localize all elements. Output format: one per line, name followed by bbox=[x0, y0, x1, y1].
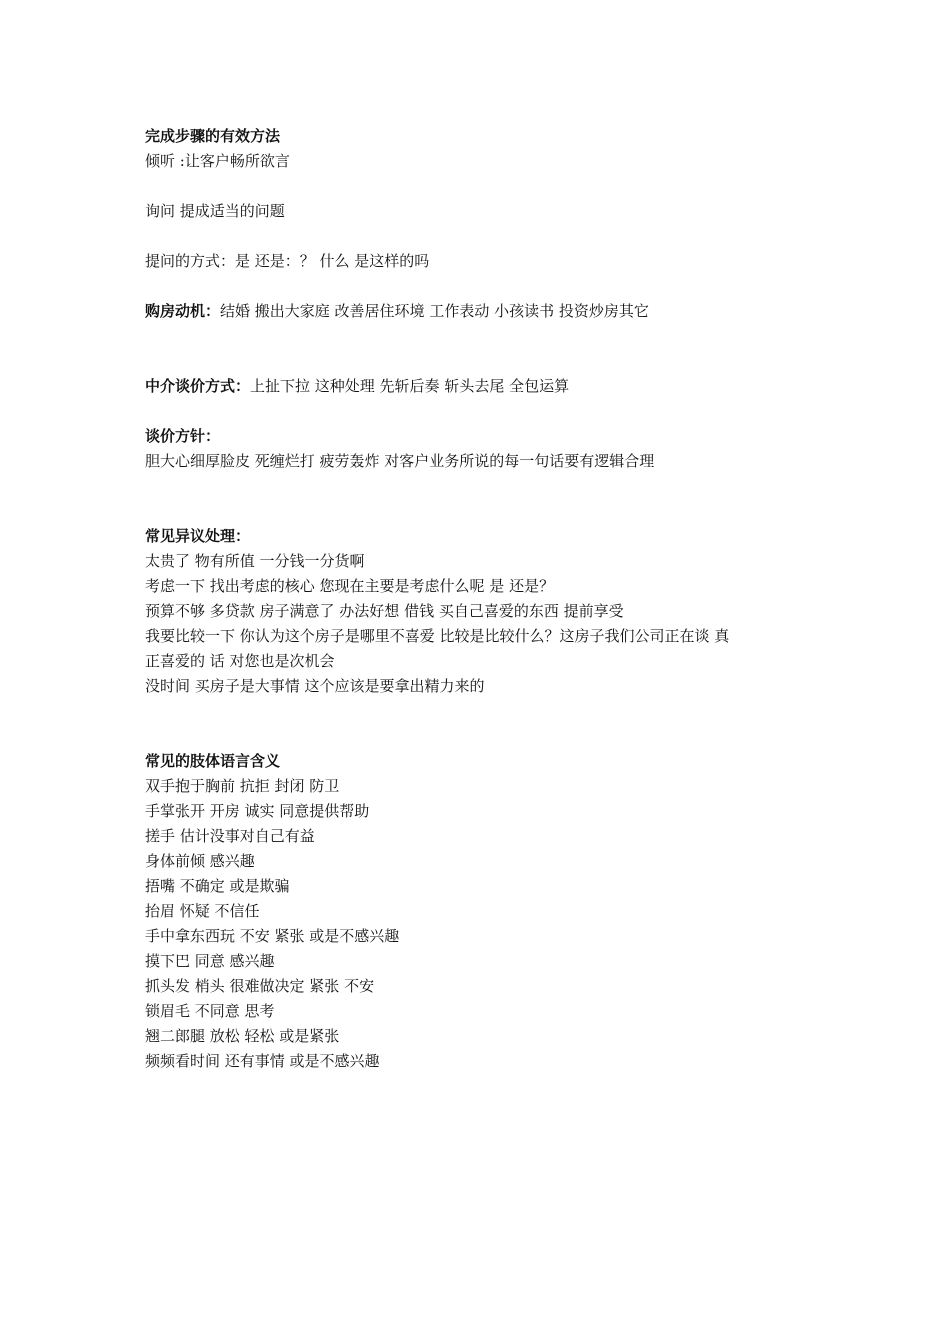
section-heading-bargain-policy: 谈价方针： bbox=[145, 427, 221, 445]
text-line: 倾听 :让客户畅所欲言 bbox=[145, 152, 290, 170]
text-line: 抬眉 怀疑 不信任 bbox=[145, 902, 260, 920]
text-line: 询问 提成适当的问题 bbox=[145, 202, 285, 220]
section-heading-objections: 常见异议处理： bbox=[145, 527, 251, 545]
text-line: 考虑一下 找出考虑的核心 您现在主要是考虑什么呢 是 还是？ bbox=[145, 577, 555, 595]
text-line: 双手抱于胸前 抗拒 封闭 防卫 bbox=[145, 777, 340, 795]
blank-line bbox=[145, 724, 825, 749]
text-line: 手掌张开 开房 诚实 同意提供帮助 bbox=[145, 802, 370, 820]
text-line: 胆大心细厚脸皮 死缠烂打 疲劳轰炸 对客户业务所说的每一句话要有逻辑合理 bbox=[145, 452, 655, 470]
purchase-motive-label: 购房动机： bbox=[145, 302, 221, 320]
bargain-method-label: 中介谈价方式： bbox=[145, 377, 251, 395]
purchase-motive-text: 结婚 搬出大家庭 改善居住环境 工作表动 小孩读书 投资炒房其它 bbox=[220, 302, 649, 320]
text-line: 捂嘴 不确定 或是欺骗 bbox=[145, 877, 290, 895]
text-line: 摸下巴 同意 感兴趣 bbox=[145, 952, 275, 970]
bargain-method-line bbox=[145, 374, 825, 399]
section-heading-body-language: 常见的肢体语言含义 bbox=[145, 752, 281, 770]
text-line: 没时间 买房子是大事情 这个应该是要拿出精力来的 bbox=[145, 677, 485, 695]
blank-line bbox=[145, 224, 825, 249]
text-line: 锁眉毛 不同意 思考 bbox=[145, 1002, 275, 1020]
purchase-motive-line bbox=[145, 299, 825, 324]
text-line: 搓手 估计没事对自己有益 bbox=[145, 827, 315, 845]
blank-line bbox=[145, 274, 825, 299]
blank-line bbox=[145, 699, 825, 724]
blank-line bbox=[145, 474, 825, 499]
section-heading-effective-methods: 完成步骤的有效方法 bbox=[145, 127, 281, 145]
blank-line bbox=[145, 174, 825, 199]
text-line: 抓头发 梢头 很难做决定 紧张 不安 bbox=[145, 977, 375, 995]
text-line: 手中拿东西玩 不安 紧张 或是不感兴趣 bbox=[145, 927, 400, 945]
text-line: 翘二郎腿 放松 轻松 或是紧张 bbox=[145, 1027, 340, 1045]
bargain-method-text: 上扯下拉 这种处理 先斩后奏 斩头去尾 全包运算 bbox=[250, 377, 570, 395]
blank-line bbox=[145, 324, 825, 349]
blank-line bbox=[145, 399, 825, 424]
text-line: 太贵了 物有所值 一分钱一分货啊 bbox=[145, 552, 365, 570]
blank-line bbox=[145, 499, 825, 524]
document-page bbox=[145, 124, 825, 1074]
text-line: 我要比较一下 你认为这个房子是哪里不喜爱 比较是比较什么？这房子我们公司正在谈 真 bbox=[145, 627, 730, 645]
text-line: 提问的方式：是 还是：？ 什么 是这样的吗 bbox=[145, 252, 430, 270]
blank-line bbox=[145, 349, 825, 374]
text-line: 频频看时间 还有事情 或是不感兴趣 bbox=[145, 1052, 380, 1070]
text-line: 预算不够 多贷款 房子满意了 办法好想 借钱 买自己喜爱的东西 提前享受 bbox=[145, 602, 624, 620]
text-line: 身体前倾 感兴趣 bbox=[145, 852, 255, 870]
text-line: 正喜爱的 话 对您也是次机会 bbox=[145, 652, 335, 670]
